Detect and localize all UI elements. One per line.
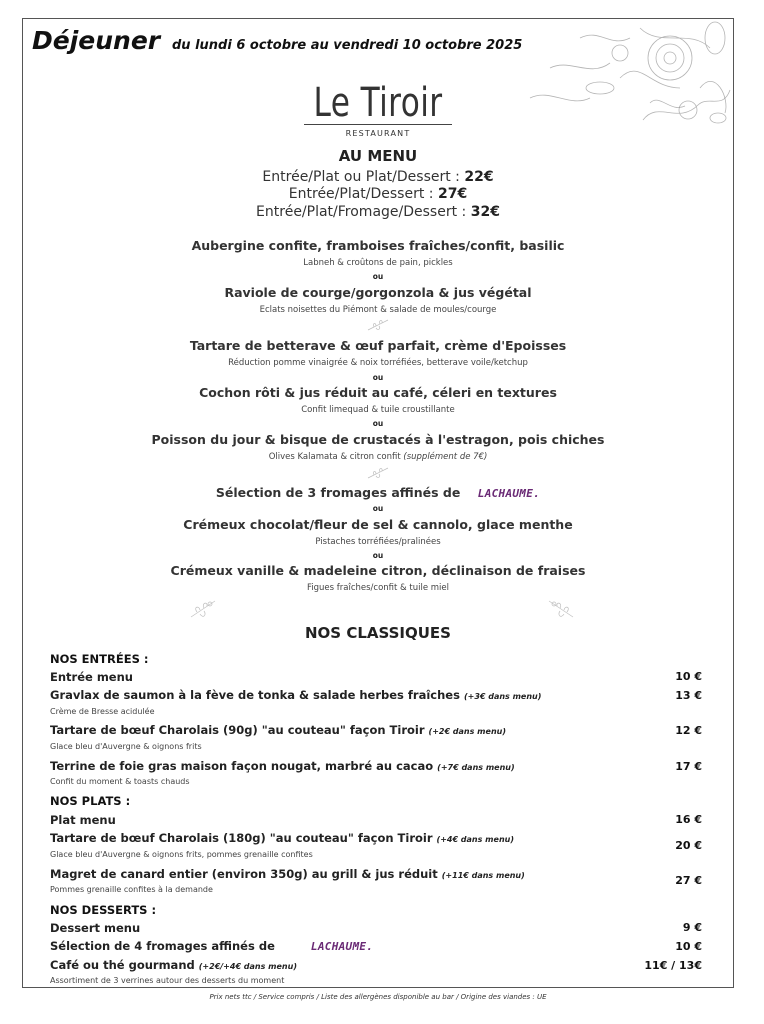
classic-item: Magret de canard entier (environ 350g) au grill & jus réduit (+11€ dans menu) bbox=[50, 867, 525, 881]
item-desc: Pommes grenaille confites à la demande bbox=[50, 885, 213, 894]
item-desc: Confit du moment & toasts chauds bbox=[50, 777, 190, 786]
herb-sprig-icon bbox=[366, 318, 390, 332]
logo-divider bbox=[304, 124, 452, 125]
item-price: 10 € bbox=[675, 670, 702, 683]
menu-dish-desc: Olives Kalamata & citron confit (supplément de 7€) bbox=[268, 452, 488, 462]
footer-note: Prix nets ttc / Service compris / Liste des allergènes disponible au bar / Origine des viandes : UE bbox=[209, 993, 547, 1001]
menu-dish: Cochon rôti & jus réduit au café, céleri en textures bbox=[199, 385, 557, 400]
herb-sprig-icon bbox=[546, 598, 576, 620]
menu-dish-desc: Réduction pomme vinaigrée & noix torréfiées, betterave voile/ketchup bbox=[228, 358, 528, 368]
item-price: 20 € bbox=[675, 839, 702, 852]
menu-dish-desc: Confit limequad & tuile croustillante bbox=[301, 405, 455, 415]
item-desc: Glace bleu d'Auvergne & oignons frits, pommes grenaille confites bbox=[50, 850, 313, 859]
or-separator: ou bbox=[372, 373, 384, 382]
or-separator: ou bbox=[372, 272, 384, 281]
item-desc: Crème de Bresse acidulée bbox=[50, 707, 155, 716]
page-title: Déjeuner bbox=[32, 26, 161, 55]
item-desc: Assortiment de 3 verrines autour des desserts du moment bbox=[50, 976, 285, 985]
section-desserts: NOS DESSERTS : bbox=[50, 903, 157, 917]
logo-subtitle: RESTAURANT bbox=[345, 129, 411, 138]
date-range: du lundi 6 octobre au vendredi 10 octobre 2025 bbox=[172, 38, 523, 53]
classic-item: Tartare de bœuf Charolais (180g) "au couteau" façon Tiroir (+4€ dans menu) bbox=[50, 831, 514, 845]
classiques-heading: NOS CLASSIQUES bbox=[304, 624, 451, 642]
menu-dish-desc: Pistaches torréfiées/pralinées bbox=[315, 537, 441, 547]
herb-sprig-icon bbox=[366, 466, 390, 480]
formula-line: Entrée/Plat/Fromage/Dessert : 32€ bbox=[256, 204, 500, 220]
menu-dish: Poisson du jour & bisque de crustacés à l'estragon, pois chiches bbox=[151, 432, 605, 447]
item-price: 16 € bbox=[675, 813, 702, 826]
classic-item: Plat menu bbox=[50, 813, 116, 827]
section-entrees: NOS ENTRÉES : bbox=[50, 652, 149, 666]
lachaume-brand: LACHAUME. bbox=[477, 487, 541, 500]
formula-line: Entrée/Plat/Dessert : 27€ bbox=[288, 186, 468, 202]
menu-dish-desc: Labneh & croûtons de pain, pickles bbox=[303, 258, 453, 268]
classic-item: Sélection de 4 fromages affinés de LACHAUME. bbox=[50, 939, 374, 953]
classic-item: Tartare de bœuf Charolais (90g) "au couteau" façon Tiroir (+2€ dans menu) bbox=[50, 723, 506, 737]
or-separator: ou bbox=[372, 419, 384, 428]
menu-dish: Aubergine confite, framboises fraîches/confit, basilic bbox=[191, 238, 565, 253]
menu-dish: Sélection de 3 fromages affinés de LACHAUME. bbox=[215, 485, 541, 500]
herb-sprig-icon bbox=[188, 598, 218, 620]
or-separator: ou bbox=[372, 504, 384, 513]
classic-item: Café ou thé gourmand (+2€/+4€ dans menu) bbox=[50, 958, 297, 972]
section-plats: NOS PLATS : bbox=[50, 794, 131, 808]
item-price: 9 € bbox=[682, 921, 702, 934]
item-desc: Glace bleu d'Auvergne & oignons frits bbox=[50, 742, 202, 751]
formula-line: Entrée/Plat ou Plat/Dessert : 22€ bbox=[262, 169, 494, 185]
classic-item: Gravlax de saumon à la fève de tonka & salade herbes fraîches (+3€ dans menu) bbox=[50, 688, 542, 702]
menu-dish: Tartare de betterave & œuf parfait, crème d'Epoisses bbox=[189, 338, 567, 353]
lachaume-brand: LACHAUME. bbox=[310, 940, 374, 953]
classic-item: Dessert menu bbox=[50, 921, 141, 935]
item-price: 27 € bbox=[675, 874, 702, 887]
menu-dish: Crémeux vanille & madeleine citron, déclinaison de fraises bbox=[170, 563, 586, 578]
classic-item: Entrée menu bbox=[50, 670, 133, 684]
au-menu-heading: AU MENU bbox=[338, 147, 418, 165]
classic-item: Terrine de foie gras maison façon nougat, marbré au cacao (+7€ dans menu) bbox=[50, 759, 515, 773]
menu-dish-desc: Eclats noisettes du Piémont & salade de moules/courge bbox=[259, 305, 497, 315]
item-price: 11€ / 13€ bbox=[644, 959, 702, 972]
item-price: 10 € bbox=[675, 940, 702, 953]
item-price: 13 € bbox=[675, 689, 702, 702]
menu-dish-desc: Figues fraîches/confit & tuile miel bbox=[306, 583, 449, 593]
menu-dish: Raviole de courge/gorgonzola & jus végétal bbox=[224, 285, 532, 300]
menu-dish: Crémeux chocolat/fleur de sel & cannolo, glace menthe bbox=[183, 517, 573, 532]
item-price: 12 € bbox=[675, 724, 702, 737]
restaurant-logo: Le Tiroir bbox=[313, 80, 443, 126]
or-separator: ou bbox=[372, 551, 384, 560]
item-price: 17 € bbox=[675, 760, 702, 773]
